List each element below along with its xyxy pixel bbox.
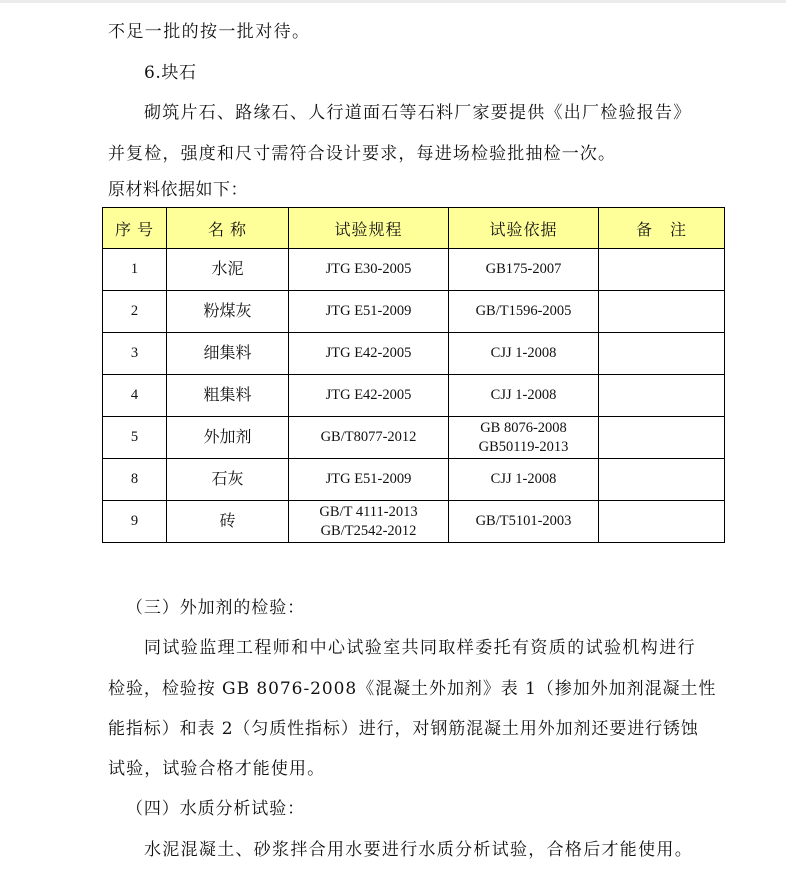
cell-basis: GB/T5101-2003 <box>449 501 599 543</box>
section-6-line-1: 砌筑片石、路缘石、人行道面石等石料厂家要提供《出厂检验报告》 <box>144 103 692 123</box>
section-3-line-1: 同试验监理工程师和中心试验室共同取样委托有资质的试验机构进行 <box>144 638 696 658</box>
table-row <box>103 291 725 333</box>
cell-remarks <box>599 459 725 501</box>
cell-procedure: JTG E51-2009 <box>289 459 449 501</box>
cell-remarks <box>599 291 725 333</box>
section-6-heading: 6.块石 <box>144 63 197 83</box>
cell-name: 粗集料 <box>167 375 289 417</box>
cell-seq: 5 <box>103 417 167 459</box>
table-row <box>103 375 725 417</box>
cell-name: 水泥 <box>167 249 289 291</box>
cell-basis-line: GB50119-2013 <box>478 438 569 455</box>
section-6-line-2: 并复检，强度和尺寸需符合设计要求，每进场检验批抽检一次。 <box>108 144 617 164</box>
section-4-line-1: 水泥混凝土、砂浆拌合用水要进行水质分析试验，合格后才能使用。 <box>144 840 693 860</box>
header-remarks: 备 注 <box>599 208 725 249</box>
header-seq: 序 号 <box>103 208 167 249</box>
cell-procedure <box>289 501 449 543</box>
cell-seq: 4 <box>103 375 167 417</box>
cell-name: 砖 <box>167 501 289 543</box>
cell-name: 细集料 <box>167 333 289 375</box>
cell-basis: CJJ 1-2008 <box>449 333 599 375</box>
cell-name: 外加剂 <box>167 417 289 459</box>
table-row <box>103 249 725 291</box>
header-test-basis: 试验依据 <box>449 208 599 249</box>
cell-seq: 1 <box>103 249 167 291</box>
cell-remarks <box>599 249 725 291</box>
cell-basis: CJJ 1-2008 <box>449 459 599 501</box>
section-3-line-4: 试验，试验合格才能使用。 <box>108 759 326 779</box>
cell-remarks <box>599 417 725 459</box>
cell-basis-line: GB 8076-2008 <box>480 419 567 436</box>
cell-remarks <box>599 333 725 375</box>
cell-name: 石灰 <box>167 459 289 501</box>
header-name: 名 称 <box>167 208 289 249</box>
section-3-line-3: 能指标）和表 2（匀质性指标）进行，对钢筋混凝土用外加剂还要进行锈蚀 <box>108 719 699 739</box>
section-3-heading: （三）外加剂的检验： <box>126 598 305 618</box>
table-row <box>103 333 725 375</box>
cell-remarks <box>599 375 725 417</box>
cell-procedure: JTG E30-2005 <box>289 249 449 291</box>
table-row <box>103 459 725 501</box>
cell-name: 粉煤灰 <box>167 291 289 333</box>
cell-basis: GB/T1596-2005 <box>449 291 599 333</box>
materials-table <box>102 207 725 543</box>
cell-seq: 9 <box>103 501 167 543</box>
cell-procedure: JTG E51-2009 <box>289 291 449 333</box>
cell-procedure-line: GB/T 4111-2013 <box>319 503 418 520</box>
cell-seq: 3 <box>103 333 167 375</box>
cell-procedure: JTG E42-2005 <box>289 333 449 375</box>
cell-seq: 8 <box>103 459 167 501</box>
page-top-edge <box>0 0 786 3</box>
cell-remarks <box>599 501 725 543</box>
cell-procedure-line: GB/T2542-2012 <box>320 522 417 539</box>
cell-procedure: JTG E42-2005 <box>289 375 449 417</box>
intro-tail-text: 不足一批的按一批对待。 <box>108 22 311 42</box>
header-test-procedure: 试验规程 <box>289 208 449 249</box>
table-header-row <box>103 208 725 249</box>
cell-procedure: GB/T8077-2012 <box>289 417 449 459</box>
cell-basis <box>449 417 599 459</box>
table-row <box>103 417 725 459</box>
section-4-heading: （四）水质分析试验： <box>126 799 305 819</box>
cell-seq: 2 <box>103 291 167 333</box>
table-caption: 原材料依据如下： <box>108 180 248 200</box>
cell-basis: GB175-2007 <box>449 249 599 291</box>
table-row <box>103 501 725 543</box>
section-3-line-2: 检验，检验按 GB 8076-2008《混凝土外加剂》表 1（掺加外加剂混凝土性 <box>108 679 717 699</box>
cell-basis: CJJ 1-2008 <box>449 375 599 417</box>
